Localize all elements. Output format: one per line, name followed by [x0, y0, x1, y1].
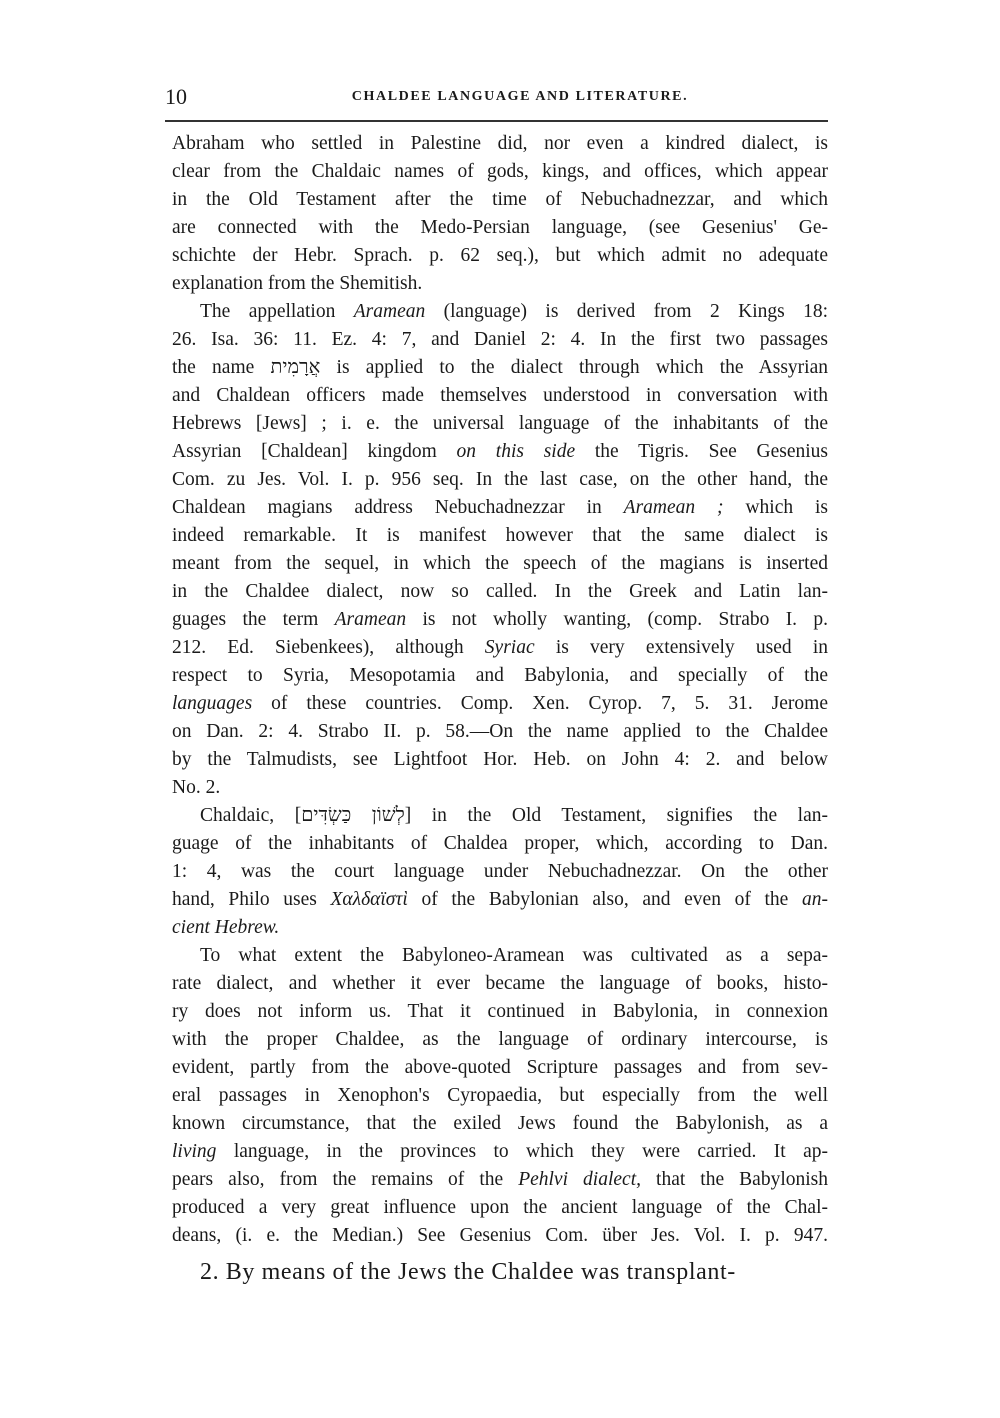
text-line	[172, 1026, 828, 1054]
text-segment: respect to Syria, Mesopotamia and Babylonia, and specially of the	[172, 665, 828, 686]
text-segment: eral passages in Xenophon's Cyropaedia, but especially from the well	[172, 1085, 828, 1106]
header-rule	[165, 120, 828, 122]
text-segment: Com. zu Jes. Vol. I. p. 956 seq. In the last case, on the other hand, the	[172, 469, 828, 490]
text-line	[172, 1110, 828, 1138]
text-segment: (language) is derived from 2 Kings 18:	[425, 301, 829, 322]
text-segment: language, in the provinces to which they were carried. It ap-	[216, 1141, 828, 1162]
text-line	[172, 998, 828, 1026]
text-segment: guages the term	[172, 609, 335, 630]
text-line	[172, 298, 828, 326]
text-line	[172, 718, 828, 746]
text-line	[172, 354, 828, 382]
text-line	[172, 550, 828, 578]
text-line	[172, 382, 828, 410]
text-line	[172, 914, 828, 942]
text-segment: is not wholly wanting, (comp. Strabo I. p.	[406, 609, 828, 630]
text-segment: by the Talmudists, see Lightfoot Hor. Heb. on John 4: 2. and below	[172, 749, 828, 770]
text-segment: in the Old Testament after the time of Nebuchadnezzar, and which	[172, 189, 828, 210]
text-line	[172, 1222, 828, 1250]
text-segment: explanation from the Shemitish.	[172, 273, 423, 294]
text-line	[172, 130, 828, 158]
italic-text: living	[172, 1141, 217, 1162]
text-line	[172, 802, 828, 830]
text-line	[172, 438, 828, 466]
text-line	[172, 606, 828, 634]
text-line	[172, 326, 828, 354]
text-line	[172, 1082, 828, 1110]
text-segment: No. 2.	[172, 777, 221, 798]
text-line	[172, 158, 828, 186]
text-line	[172, 942, 828, 970]
italic-text: an-	[802, 889, 828, 910]
text-line	[172, 1138, 828, 1166]
text-segment: and Chaldean officers made themselves understood in conversation with	[172, 385, 828, 406]
text-line	[172, 970, 828, 998]
text-segment: Chaldean magians address Nebuchadnezzar in	[172, 497, 624, 518]
text-segment: ry does not inform us. That it continued in Babylonia, in connexion	[172, 1001, 828, 1022]
text-segment: rate dialect, and whether it ever became the language of books, histo-	[172, 973, 828, 994]
text-line	[172, 1194, 828, 1222]
italic-text: Aramean	[334, 609, 407, 630]
text-segment: indeed remarkable. It is manifest however that the same dialect is	[172, 525, 828, 546]
text-segment: 212. Ed. Siebenkees), although	[172, 637, 485, 658]
text-line	[172, 662, 828, 690]
italic-text: languages	[172, 693, 253, 714]
running-title: CHALDEE LANGUAGE AND LITERATURE.	[351, 89, 689, 104]
text-segment: The appellation	[200, 301, 354, 322]
text-line	[172, 746, 828, 774]
text-segment: 26. Isa. 36: 11. Ez. 4: 7, and Daniel 2: 4. In the first two passages	[172, 329, 828, 350]
text-segment: evident, partly from the above-quoted Scripture passages and from sev-	[172, 1057, 828, 1078]
text-segment: Hebrews [Jews] ; i. e. the universal language of the inhabitants of the	[172, 413, 828, 434]
text-segment: deans, (i. e. the Median.) See Gesenius Com. über Jes. Vol. I. p. 947.	[172, 1225, 828, 1246]
text-segment: Abraham who settled in Palestine did, nor even a kindred dialect, is	[172, 133, 828, 154]
text-line	[172, 494, 828, 522]
text-line	[172, 886, 828, 914]
italic-text: Pehlvi dialect,	[518, 1169, 641, 1190]
text-segment: guage of the inhabitants of Chaldea proper, which, according to Dan.	[172, 833, 828, 854]
text-segment: produced a very great influence upon the ancient language of the Chal-	[172, 1197, 828, 1218]
text-segment: clear from the Chaldaic names of gods, kings, and offices, which appear	[172, 161, 828, 182]
text-line	[172, 270, 828, 298]
text-line	[172, 186, 828, 214]
text-line	[172, 522, 828, 550]
page-number: 10	[165, 84, 187, 109]
text-segment: are connected with the Medo-Persian language, (see Gesenius' Ge-	[172, 217, 828, 238]
text-segment: לְשׁוֹן כַּשְׂדִּים	[301, 805, 405, 826]
text-line	[172, 1054, 828, 1082]
text-segment: with the proper Chaldee, as the language of ordinary intercourse, is	[172, 1029, 828, 1050]
text-segment: meant from the sequel, in which the speech of the magians is inserted	[172, 553, 828, 574]
text-line	[172, 466, 828, 494]
text-segment: 1: 4, was the court language under Nebuchadnezzar. On the other	[172, 861, 828, 882]
italic-text: Χαλδαϊστὶ	[330, 889, 408, 910]
body-text	[172, 130, 828, 1290]
text-segment: Chaldaic, [	[200, 805, 302, 826]
text-line	[172, 214, 828, 242]
text-line	[172, 774, 828, 802]
text-segment: אֲרָמִית	[270, 357, 321, 378]
italic-text: cient Hebrew.	[172, 917, 280, 938]
text-segment: known circumstance, that the exiled Jews found the Babylonish, as a	[172, 1113, 828, 1134]
text-segment: is applied to the dialect through which the Assyrian	[320, 357, 828, 378]
text-segment: the Tigris. See Gesenius	[575, 441, 828, 462]
italic-text: Syriac	[484, 637, 535, 658]
text-line	[172, 578, 828, 606]
text-segment: To what extent the Babyloneo-Aramean was cultivated as a sepa-	[200, 945, 828, 966]
text-segment: on Dan. 2: 4. Strabo II. p. 58.—On the name applied to the Chaldee	[172, 721, 828, 742]
text-line	[172, 1254, 828, 1290]
text-segment: pears also, from the remains of the	[172, 1169, 519, 1190]
italic-text: Aramean ;	[623, 497, 724, 518]
text-line	[172, 242, 828, 270]
text-segment: the name	[172, 357, 271, 378]
text-segment: hand, Philo uses	[172, 889, 331, 910]
text-line	[172, 1166, 828, 1194]
text-line	[172, 830, 828, 858]
italic-text: on this side	[456, 441, 576, 462]
text-segment: is very extensively used in	[534, 637, 828, 658]
text-segment: 2. By means of the Jews the Chaldee was transplant-	[200, 1259, 736, 1285]
text-line	[172, 690, 828, 718]
text-line	[172, 634, 828, 662]
text-segment: schichte der Hebr. Sprach. p. 62 seq.), but which admit no adequate	[172, 245, 828, 266]
text-segment: that the Babylonish	[640, 1169, 828, 1190]
text-line	[172, 410, 828, 438]
text-segment: Assyrian [Chaldean] kingdom	[172, 441, 457, 462]
text-segment: in the Chaldee dialect, now so called. In the Greek and Latin lan-	[172, 581, 828, 602]
text-segment: of the Babylonian also, and even of the	[407, 889, 802, 910]
italic-text: Aramean	[353, 301, 426, 322]
text-segment: ] in the Old Testament, signifies the lan-	[404, 805, 828, 826]
text-line	[172, 858, 828, 886]
text-segment: which is	[723, 497, 828, 518]
text-segment: of these countries. Comp. Xen. Cyrop. 7, 5. 31. Jerome	[252, 693, 828, 714]
